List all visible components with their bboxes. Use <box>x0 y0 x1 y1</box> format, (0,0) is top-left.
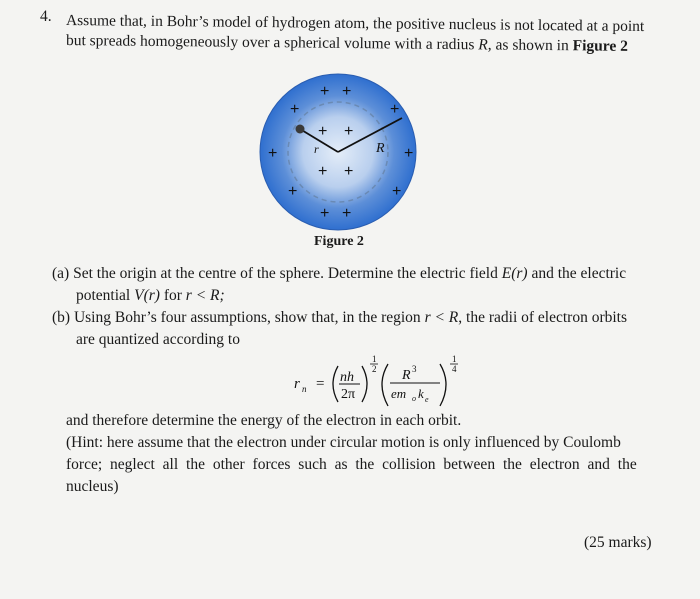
part-a-text-4: for <box>163 287 182 304</box>
part-a-text-2: and the electric <box>531 265 627 282</box>
part-a-line-1 <box>52 265 626 283</box>
exp2-denominator: 4 <box>452 364 457 374</box>
plus-sign: + <box>288 183 298 200</box>
marks-label: (25 marks) <box>584 534 652 551</box>
hint-line-2: force; neglect all the other forces such as the collision between the electron and the <box>66 456 637 473</box>
frac2-den-sub-o: o <box>412 394 416 403</box>
hint-line-3: nucleus) <box>66 478 119 495</box>
exp1-denominator: 2 <box>372 364 377 374</box>
sphere-diagram <box>258 72 418 232</box>
plus-sign: + <box>268 145 278 162</box>
part-a-condition: r < R; <box>185 287 225 304</box>
part-a-text-1: Set the origin at the centre of the sphere. Determine the electric field <box>73 265 498 282</box>
plus-sign: + <box>390 101 400 118</box>
part-a-text-3: potential <box>76 287 131 304</box>
figure-2 <box>258 72 418 232</box>
frac2-den-sub-e: e <box>425 395 429 404</box>
plus-sign: + <box>320 83 330 100</box>
frac1-numerator: nh <box>340 370 354 385</box>
electric-field-symbol: E(r) <box>501 265 528 282</box>
part-b-condition: r < R <box>424 309 459 326</box>
part-b-text-1: Using Bohr’s four assumptions, show that, in the region <box>73 309 421 326</box>
intro-line-2-mid: , as shown in <box>487 36 569 55</box>
frac2-numerator-sup: 3 <box>412 364 417 374</box>
question-number: 4. <box>40 8 52 25</box>
radius-variable: R <box>478 36 488 54</box>
hint-line-1: (Hint: here assume that the electron under circular motion is only influenced by Coulomb <box>66 434 621 451</box>
plus-sign: + <box>344 123 354 140</box>
plus-sign: + <box>342 205 352 222</box>
electron-dot <box>296 125 305 134</box>
paren-right-2 <box>440 364 446 406</box>
plus-sign: + <box>392 183 402 200</box>
frac2-den-k: k <box>418 386 424 401</box>
part-b-line-1 <box>52 309 627 327</box>
part-b-line-2: are quantized according to <box>76 331 240 348</box>
label-r: r <box>314 142 319 156</box>
conclusion-text: and therefore determine the energy of the electron in each orbit. <box>66 412 462 429</box>
plus-sign: + <box>320 205 330 222</box>
frac1-denominator: 2π <box>341 387 356 402</box>
part-b-text-2: , the radii of electron orbits <box>458 309 628 326</box>
paren-left-1 <box>333 366 338 402</box>
plus-sign: + <box>342 83 352 100</box>
formula-equals: = <box>316 376 325 392</box>
plus-sign: + <box>318 123 328 140</box>
formula-lhs: r <box>294 376 300 392</box>
part-a-line-2 <box>76 287 225 305</box>
formula-lhs-sub: n <box>302 384 307 394</box>
paren-left-2 <box>382 364 388 406</box>
paren-right-1 <box>362 366 367 402</box>
intro-line-1: Assume that, in Bohr’s model of hydrogen atom, the positive nucleus is not located at a point <box>65 12 645 36</box>
part-a-label: (a) <box>52 265 70 282</box>
exp1-numerator: 1 <box>372 354 377 364</box>
orbit-radius-formula <box>290 352 480 412</box>
figure-reference: Figure 2 <box>572 37 628 55</box>
frac2-numerator: R <box>402 368 411 383</box>
plus-sign: + <box>318 163 328 180</box>
part-b-label: (b) <box>52 309 71 326</box>
plus-sign: + <box>404 145 414 162</box>
intro-line-2-prefix: but spreads homogeneously over a spherical volume with a radius <box>65 32 475 54</box>
label-R: R <box>376 141 385 156</box>
figure-caption: Figure 2 <box>314 234 364 249</box>
plus-sign: + <box>344 163 354 180</box>
intro-line-2 <box>66 32 628 56</box>
exp2-numerator: 1 <box>452 354 457 364</box>
frac2-denominator: em <box>391 386 407 401</box>
potential-symbol: V(r) <box>134 287 160 304</box>
plus-sign: + <box>290 101 300 118</box>
